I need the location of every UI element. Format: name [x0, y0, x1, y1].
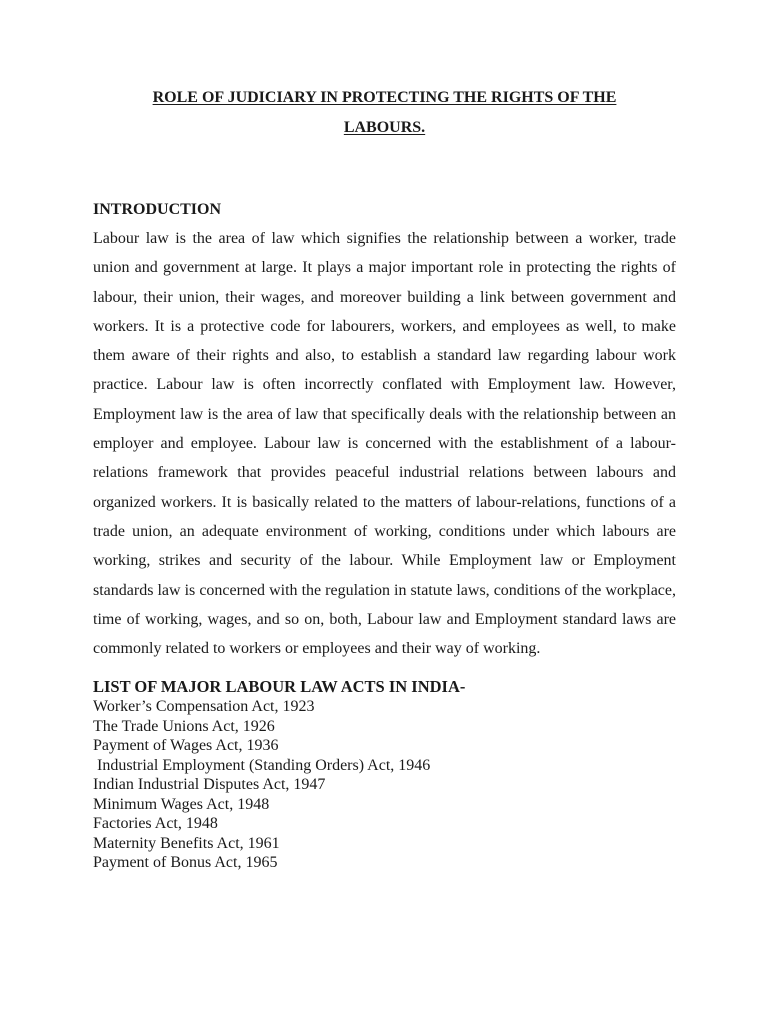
list-item: Payment of Bonus Act, 1965 [93, 854, 278, 872]
list-item: Indian Industrial Disputes Act, 1947 [93, 776, 326, 794]
document-content [93, 84, 676, 873]
introduction-heading: INTRODUCTION [93, 201, 222, 218]
list-item: Maternity Benefits Act, 1961 [93, 834, 280, 852]
list-item: Worker’s Compensation Act, 1923 [93, 698, 315, 716]
list-item: The Trade Unions Act, 1926 [93, 717, 275, 735]
list-item: Industrial Employment (Standing Orders) Act, 1946 [93, 756, 431, 774]
introduction-paragraph: Labour law is the area of law which signifies the relationship between a worker, trade union and government at large. It plays a major important role in protecting the rights of labour, their union, their wages, and moreover building a link between government and workers. It is a protective code for labourers, workers, and employees as well, to make them aware of their rights and also, to establish a standard law regarding labour work practice. Labour law is often incorrectly conflated with Employment law. However, Employment law is the area of law that specifically deals with the relationship between an employer and employee. Labour law is concerned with the establishment of a labour-relations framework that provides peaceful industrial relations between labours and organized workers. It is basically related to the matters of labour-relations, functions of a trade union, an adequate environment of working, conditions under which labours are working, strikes and security of the labour. While Employment law or Employment standards law is concerned with the regulation in statute laws, conditions of the workplace, time of working, wages, and so on, both, Labour law and Employment standard laws are commonly related to workers or employees and their way of working. [93, 230, 676, 658]
document-title-line-2: LABOURS. [343, 119, 426, 136]
acts-list [93, 697, 676, 873]
document-title [93, 84, 676, 142]
acts-list-heading: LIST OF MAJOR LABOUR LAW ACTS IN INDIA- [93, 677, 466, 697]
list-item: Payment of Wages Act, 1936 [93, 737, 279, 755]
document-title-line-1: ROLE OF JUDICIARY IN PROTECTING THE RIGHTS OF THE [152, 89, 617, 106]
list-item: Minimum Wages Act, 1948 [93, 795, 270, 813]
list-item: Factories Act, 1948 [93, 815, 218, 833]
